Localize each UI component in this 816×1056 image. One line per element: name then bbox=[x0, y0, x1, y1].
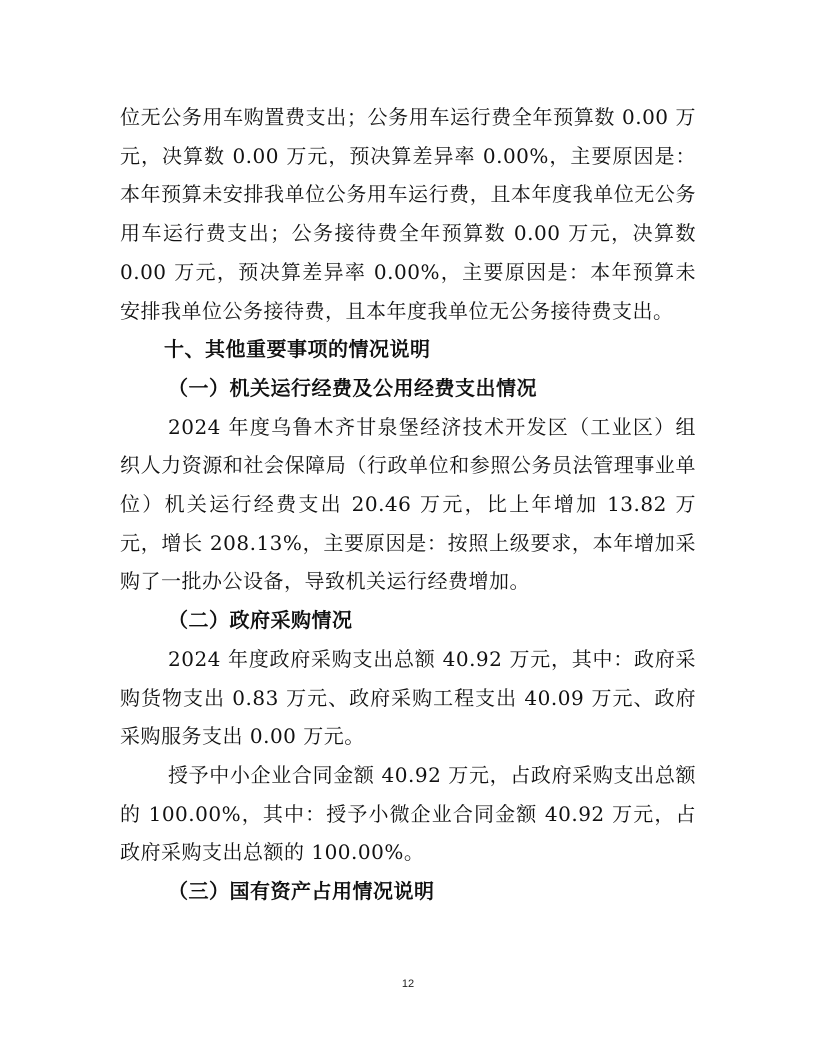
page-number: 12 bbox=[401, 978, 415, 990]
subsection-heading-operating-expenses: （一）机关运行经费及公用经费支出情况 bbox=[168, 375, 537, 400]
document-body bbox=[120, 98, 696, 911]
section-heading-other-matters: 十、其他重要事项的情况说明 bbox=[164, 337, 431, 362]
paragraph-vehicle-expenses: 位无公务用车购置费支出；公务用车运行费全年预算数 0.00 万元，决算数 0.00 万元，预决算差异率 0.00%，主要原因是：本年预算未安排我单位公务用车运行费，且本年度我单位无公务用车运行费支出；公务接待费全年预算数 0.00 万元，决算数 0.00 万元，预决算差异率 0.00%，主要原因是：本年预算未安排我单位公务接待费，且本年度我单位无公务接待费支出。 bbox=[120, 105, 696, 323]
paragraph-operating-expenses: 2024 年度乌鲁木齐甘泉堡经济技术开发区（工业区）组织人力资源和社会保障局（行政单位和参照公务员法管理事业单位）机关运行经费支出 20.46 万元，比上年增加 13.82 万元，增长 208.13%，主要原因是：按照上级要求，本年增加采购了一批办公设备，导致机关运行经费增加。 bbox=[120, 414, 696, 594]
subsection-heading-procurement: （二）政府采购情况 bbox=[168, 608, 353, 633]
paragraph-procurement-total: 2024 年度政府采购支出总额 40.92 万元，其中：政府采购货物支出 0.83 万元、政府采购工程支出 40.09 万元、政府采购服务支出 0.00 万元。 bbox=[120, 646, 696, 749]
subsection-heading-state-assets: （三）国有资产占用情况说明 bbox=[168, 879, 435, 904]
paragraph-sme-contracts: 授予中小企业合同金额 40.92 万元，占政府采购支出总额的 100.00%，其中：授予小微企业合同金额 40.92 万元，占政府采购支出总额的 100.00%。 bbox=[120, 762, 696, 865]
